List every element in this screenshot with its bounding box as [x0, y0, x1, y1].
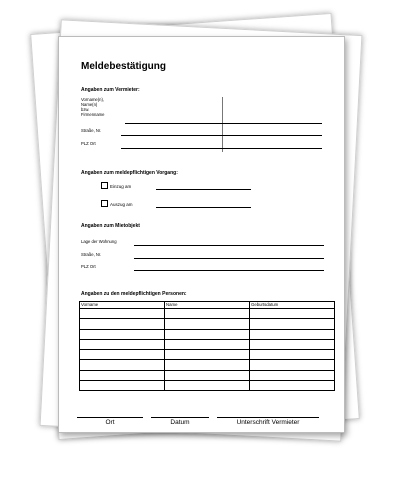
birthdate-cell[interactable] — [250, 381, 335, 391]
rental-location-label: Lage der Wohnung — [81, 239, 117, 244]
rental-zip-field[interactable] — [134, 270, 324, 271]
first-name-cell[interactable] — [80, 329, 165, 339]
move-out-checkbox[interactable] — [101, 200, 108, 207]
landlord-street-label: Straße, Nr. — [81, 128, 102, 133]
table-row — [80, 370, 335, 380]
name-cell[interactable] — [165, 319, 250, 329]
move-in-label: Einzug am — [110, 184, 132, 189]
process-heading: Angaben zum meldepflichtigen Vorgang: — [81, 170, 178, 176]
table-row — [80, 381, 335, 391]
birthdate-cell[interactable] — [250, 309, 335, 319]
table-row — [80, 339, 335, 349]
table-row — [80, 360, 335, 370]
form-title: Meldebestätigung — [81, 61, 167, 72]
name-cell[interactable] — [165, 339, 250, 349]
name-label-line: Vorname(n), — [81, 97, 105, 102]
name-cell[interactable] — [165, 309, 250, 319]
date-signature-line[interactable] — [151, 417, 209, 418]
name-label-line: bzw. — [81, 107, 90, 112]
rental-heading: Angaben zum Mietobjekt — [81, 223, 140, 229]
landlord-street-field[interactable] — [121, 135, 322, 136]
landlord-zip-label: PLZ Ort — [81, 141, 96, 146]
name-cell[interactable] — [165, 381, 250, 391]
persons-table-header — [80, 302, 335, 309]
move-in-checkbox[interactable] — [101, 182, 108, 189]
first-name-cell[interactable] — [80, 381, 165, 391]
table-row — [80, 309, 335, 319]
rental-location-field[interactable] — [134, 245, 324, 246]
table-row — [80, 350, 335, 360]
place-signature-line[interactable] — [77, 417, 143, 418]
move-out-label: Auszug am — [110, 202, 133, 207]
landlord-name-field[interactable] — [125, 123, 322, 124]
landlord-zip-field[interactable] — [121, 148, 322, 149]
landlord-column-divider — [222, 97, 223, 152]
first-name-cell[interactable] — [80, 319, 165, 329]
first-name-cell[interactable] — [80, 370, 165, 380]
first-name-cell[interactable] — [80, 309, 165, 319]
landlord-signature-line[interactable] — [217, 417, 319, 418]
name-cell[interactable] — [165, 370, 250, 380]
name-cell[interactable] — [165, 360, 250, 370]
name-label-line: Name(n) — [81, 102, 98, 107]
persons-heading: Angaben zu den meldepflichtigen Personen: — [81, 291, 187, 297]
persons-table — [79, 301, 335, 391]
birthdate-cell[interactable] — [250, 360, 335, 370]
landlord-name-label — [81, 97, 105, 117]
landlord-heading: Angaben zum Vermieter: — [81, 87, 140, 93]
table-row — [80, 319, 335, 329]
birthdate-cell[interactable] — [250, 329, 335, 339]
column-header-birthdate: Geburtsdatum — [250, 302, 335, 309]
signature-label: Unterschrift Vermieter — [236, 419, 300, 426]
column-header-name: Name — [165, 302, 250, 309]
birthdate-cell[interactable] — [250, 319, 335, 329]
place-label: Ort — [105, 419, 115, 426]
move-in-date-field[interactable] — [156, 189, 251, 190]
form-sheet — [58, 36, 345, 433]
column-header-first-name: Vorname — [80, 302, 165, 309]
first-name-cell[interactable] — [80, 350, 165, 360]
rental-street-field[interactable] — [134, 258, 324, 259]
birthdate-cell[interactable] — [250, 370, 335, 380]
rental-street-label: Straße, Nr. — [81, 252, 102, 257]
table-row — [80, 329, 335, 339]
rental-zip-label: PLZ Ort — [81, 264, 96, 269]
name-cell[interactable] — [165, 329, 250, 339]
birthdate-cell[interactable] — [250, 339, 335, 349]
first-name-cell[interactable] — [80, 339, 165, 349]
first-name-cell[interactable] — [80, 360, 165, 370]
move-out-date-field[interactable] — [156, 207, 251, 208]
date-label: Datum — [170, 419, 190, 426]
name-cell[interactable] — [165, 350, 250, 360]
birthdate-cell[interactable] — [250, 350, 335, 360]
name-label-line: Firmenname — [81, 112, 105, 117]
